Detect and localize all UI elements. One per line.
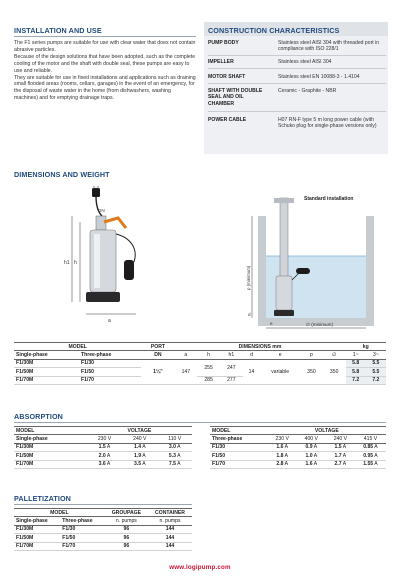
abs-value: 0.85 xyxy=(363,444,374,451)
dim-sub-h1: h1 xyxy=(220,351,243,359)
pit-wall-right xyxy=(366,216,374,326)
abs-value: 3.0 xyxy=(168,444,176,451)
pal-three: F1/70 xyxy=(60,542,104,550)
cell-three: F1/70 xyxy=(79,376,141,384)
pal-three: F1/30 xyxy=(60,525,104,533)
power-cable xyxy=(96,196,102,216)
abs-unit: A xyxy=(142,452,146,459)
cell-three: F1/50 xyxy=(79,368,141,376)
discharge-pipe xyxy=(280,198,288,278)
cell-single: F1/30M xyxy=(14,359,79,367)
pal-single: F1/30M xyxy=(14,525,60,533)
pal-container: 144 xyxy=(148,542,192,550)
abs-value: 1.5 xyxy=(334,444,342,451)
dim-diam-label: ∅ (minimum) xyxy=(306,322,333,327)
dim-header-model: MODEL xyxy=(14,343,141,351)
cell-h-b: 285 xyxy=(197,376,220,384)
dim-h1-label: h1 xyxy=(64,260,70,266)
palletization-rule xyxy=(14,504,192,505)
abs1-header-voltage: VOLTAGE xyxy=(87,427,192,435)
abs-unit: A xyxy=(313,452,318,459)
cell-h1-a: 247 xyxy=(220,359,243,376)
cell-h-a: 255 xyxy=(197,359,220,376)
pump-body xyxy=(90,230,116,292)
construction-value: Ceramic - Graphite - NBR xyxy=(278,88,337,94)
construction-value: Stainless steel AISI 304 with threaded port in compliance with ISO 228/1 xyxy=(278,40,380,53)
pit-pump-body xyxy=(276,276,292,310)
abs-value: 0.9 xyxy=(305,444,313,451)
abs-unit: A xyxy=(342,461,347,468)
abs-unit: A xyxy=(374,461,378,468)
abs-unit: A xyxy=(106,461,111,468)
abs-value: 1.7 xyxy=(334,452,342,459)
absorption-rule xyxy=(14,422,386,423)
abs3-volt: 400 V xyxy=(297,435,326,443)
abs-value: 2.7 xyxy=(334,461,342,468)
abs3-header-model: MODEL xyxy=(210,427,268,435)
pal-sub-npumps: n. pumps xyxy=(148,517,192,525)
dim-header-dimensions: DIMENSIONS mm xyxy=(174,343,345,351)
cell-dn: 1¼" xyxy=(141,359,174,384)
pump-handle xyxy=(104,218,126,228)
abs-unit: A xyxy=(313,461,318,468)
abs-value: 1.8 xyxy=(276,452,284,459)
installation-rule xyxy=(14,36,196,37)
installation-paragraph: The F1 series pumps are suitable for use with clear water that does not contain abrasive particles. xyxy=(14,40,196,53)
installation-title: INSTALLATION AND USE xyxy=(14,26,102,35)
dim-sub-kg1: 1~ xyxy=(346,351,366,359)
cell-diam: 350 xyxy=(323,359,346,384)
table-row xyxy=(210,443,386,451)
pal-single: F1/50M xyxy=(14,534,60,542)
palletization-title: PALLETIZATION xyxy=(14,494,71,503)
dim-p-label: p (minimum) xyxy=(246,265,251,290)
construction-title: CONSTRUCTION CHARACTERISTICS xyxy=(208,26,340,35)
pal-groupage: 96 xyxy=(105,542,148,550)
installation-text xyxy=(14,40,196,102)
abs-unit: A xyxy=(342,444,347,451)
plug-icon xyxy=(92,188,100,197)
pal-groupage: 96 xyxy=(105,534,148,542)
construction-key: PUMP BODY xyxy=(208,40,239,46)
dim-sub-dn: DN xyxy=(141,351,174,359)
abs-unit: A xyxy=(342,452,347,459)
abs-unit: A xyxy=(284,444,288,451)
abs-value: 1.0 xyxy=(305,452,313,459)
dim-e-label: e xyxy=(270,321,273,326)
float-cable xyxy=(116,234,135,262)
construction-value: Stainless steel EN 10088-3 - 1.4104 xyxy=(278,74,360,80)
table-row xyxy=(14,443,192,451)
abs3-model: F1/30 xyxy=(210,443,268,451)
abs-value: 2.0 xyxy=(98,452,106,459)
pal-three: F1/50 xyxy=(60,534,104,542)
footer-url[interactable]: www.logipump.com xyxy=(169,564,231,571)
table-row xyxy=(210,452,386,460)
abs-value: 3.5 xyxy=(133,461,142,468)
abs-unit: A xyxy=(177,444,181,451)
pal-groupage: 96 xyxy=(105,525,148,533)
dim-sub-kg3: 3~ xyxy=(366,351,386,359)
cell-kg1: 5.8 xyxy=(346,368,366,376)
construction-divider xyxy=(208,83,386,84)
dim-sub-single: Single-phase xyxy=(14,351,79,359)
abs3-model: F1/70 xyxy=(210,460,268,468)
abs-value: 1.9 xyxy=(133,452,142,459)
abs-value: 1.5 xyxy=(98,444,106,451)
cell-e: variable xyxy=(260,359,300,384)
cell-p: 350 xyxy=(300,359,323,384)
cell-a: 147 xyxy=(174,359,197,384)
abs-value: 1.6 xyxy=(305,461,313,468)
abs-unit: A xyxy=(142,461,146,468)
cell-single: F1/70M xyxy=(14,376,79,384)
dim-sub-d: d xyxy=(243,351,261,359)
abs1-volt: 240 V xyxy=(122,435,157,443)
dim-sub-e: e xyxy=(260,351,300,359)
table-row xyxy=(14,534,192,542)
abs-value: 3.6 xyxy=(98,461,106,468)
absorption-single-table xyxy=(14,426,192,469)
dim-sub-h: h xyxy=(197,351,220,359)
construction-key: IMPELLER xyxy=(208,59,234,65)
construction-divider xyxy=(208,55,386,56)
pal-single: F1/70M xyxy=(14,542,60,550)
abs3-phase: Three-phase xyxy=(210,435,268,443)
cell-h1-b: 277 xyxy=(220,376,243,384)
table-row xyxy=(14,359,386,367)
cell-kg1: 7.2 xyxy=(346,376,366,384)
construction-box xyxy=(204,22,388,154)
abs1-phase: Single-phase xyxy=(14,435,87,443)
construction-key: SHAFT WITH DOUBLE SEAL AND OIL CHAMBER xyxy=(208,88,263,107)
abs1-model: F1/30M xyxy=(14,443,87,451)
abs-value: 2.8 xyxy=(276,461,284,468)
dim-sub-three: Three-phase xyxy=(79,351,141,359)
abs1-header-model: MODEL xyxy=(14,427,87,435)
dim-dn-label: DN xyxy=(98,208,105,213)
table-row xyxy=(14,452,192,460)
abs-unit: A xyxy=(374,444,378,451)
table-row xyxy=(14,525,192,533)
dim-header-kg: kg xyxy=(346,343,386,351)
abs-unit: A xyxy=(177,452,181,459)
dim-header-port: PORT xyxy=(141,343,174,351)
pit-float xyxy=(296,268,310,274)
table-row xyxy=(14,542,192,550)
abs3-volt: 230 V xyxy=(268,435,297,443)
table-row xyxy=(14,460,192,468)
construction-divider xyxy=(208,111,386,112)
construction-key: MOTOR SHAFT xyxy=(208,74,246,80)
cell-d: 14 xyxy=(243,359,261,384)
abs3-volt: 240 V xyxy=(326,435,355,443)
dim-h-label: h xyxy=(74,260,77,266)
pal-container: 144 xyxy=(148,534,192,542)
pit-wall-left xyxy=(258,216,266,326)
table-row xyxy=(210,460,386,468)
abs-unit: A xyxy=(313,444,318,451)
pump-base xyxy=(86,292,120,302)
abs1-volt: 230 V xyxy=(87,435,122,443)
dimensions-table xyxy=(14,342,386,385)
abs1-model: F1/70M xyxy=(14,460,87,468)
construction-value: Stainless steel AISI 304 xyxy=(278,59,332,65)
dim-sub-diam: ∅ xyxy=(323,351,346,359)
pal-sub-single: Single-phase xyxy=(14,517,60,525)
abs-value: 1.6 xyxy=(276,444,284,451)
pal-container: 144 xyxy=(148,525,192,533)
abs3-volt: 415 V xyxy=(355,435,386,443)
float-switch xyxy=(124,260,134,280)
cell-kg1: 5.8 xyxy=(346,359,366,367)
dimensions-title: DIMENSIONS AND WEIGHT xyxy=(14,170,110,179)
absorption-title: ABSORPTION xyxy=(14,412,63,421)
absorption-three-table xyxy=(210,426,386,469)
abs-value: 5.3 xyxy=(168,452,176,459)
construction-divider xyxy=(208,68,386,69)
standard-installation-label: Standard installation xyxy=(304,196,354,202)
cell-kg3: 5.5 xyxy=(366,368,386,376)
cell-single: F1/50M xyxy=(14,368,79,376)
abs-unit: A xyxy=(142,444,146,451)
dim-sub-p: p xyxy=(300,351,323,359)
palletization-table xyxy=(14,508,192,551)
abs-value: 1.55 xyxy=(363,461,374,468)
abs-unit: A xyxy=(284,461,288,468)
abs1-model: F1/50M xyxy=(14,452,87,460)
pump-dimension-diagram xyxy=(60,186,180,334)
dim-a-label: a xyxy=(108,318,111,324)
pal-header-model: MODEL xyxy=(14,509,105,517)
abs-value: 7.5 xyxy=(168,461,176,468)
pal-sub-npumps: n. pumps xyxy=(105,517,148,525)
pal-sub-three: Three-phase xyxy=(60,517,104,525)
abs-unit: A xyxy=(374,452,378,459)
abs-unit: A xyxy=(106,452,111,459)
cell-three: F1/30 xyxy=(79,359,141,367)
abs3-model: F1/50 xyxy=(210,452,268,460)
pal-header-container: CONTAINER xyxy=(148,509,192,517)
pal-header-groupage: GROUPAGE xyxy=(105,509,148,517)
abs3-header-voltage: VOLTAGE xyxy=(268,427,386,435)
installation-paragraph: They are suitable for use in fixed installations and applications such as draining small flooded areas (rooms, cellars, garages) in the event of an emergency, for the disposal of waste water in the home (from dishwashers, washing machines) and for emptying drainage traps. xyxy=(14,74,196,102)
cell-kg3: 5.5 xyxy=(366,359,386,367)
cell-kg3: 7.2 xyxy=(366,376,386,384)
installation-diagram xyxy=(240,186,388,332)
abs-unit: A xyxy=(284,452,288,459)
abs-value: 1.4 xyxy=(133,444,142,451)
abs-unit: A xyxy=(106,444,111,451)
abs-unit: A xyxy=(177,461,181,468)
abs1-volt: 110 V xyxy=(157,435,192,443)
abs-value: 0.95 xyxy=(363,452,374,459)
construction-key: POWER CABLE xyxy=(208,117,247,123)
dim-sub-a: a xyxy=(174,351,197,359)
installation-paragraph: Because of the design solutions that have been adopted, such as the complete cooling of the motor and the shaft with double seal, these pumps are easy to use and reliable. xyxy=(14,53,196,74)
dim-d-label: d xyxy=(248,312,251,317)
construction-value: H07 RN-F type 5 m long power cable (with Schuko plug for single-phase versions only) xyxy=(278,117,377,130)
